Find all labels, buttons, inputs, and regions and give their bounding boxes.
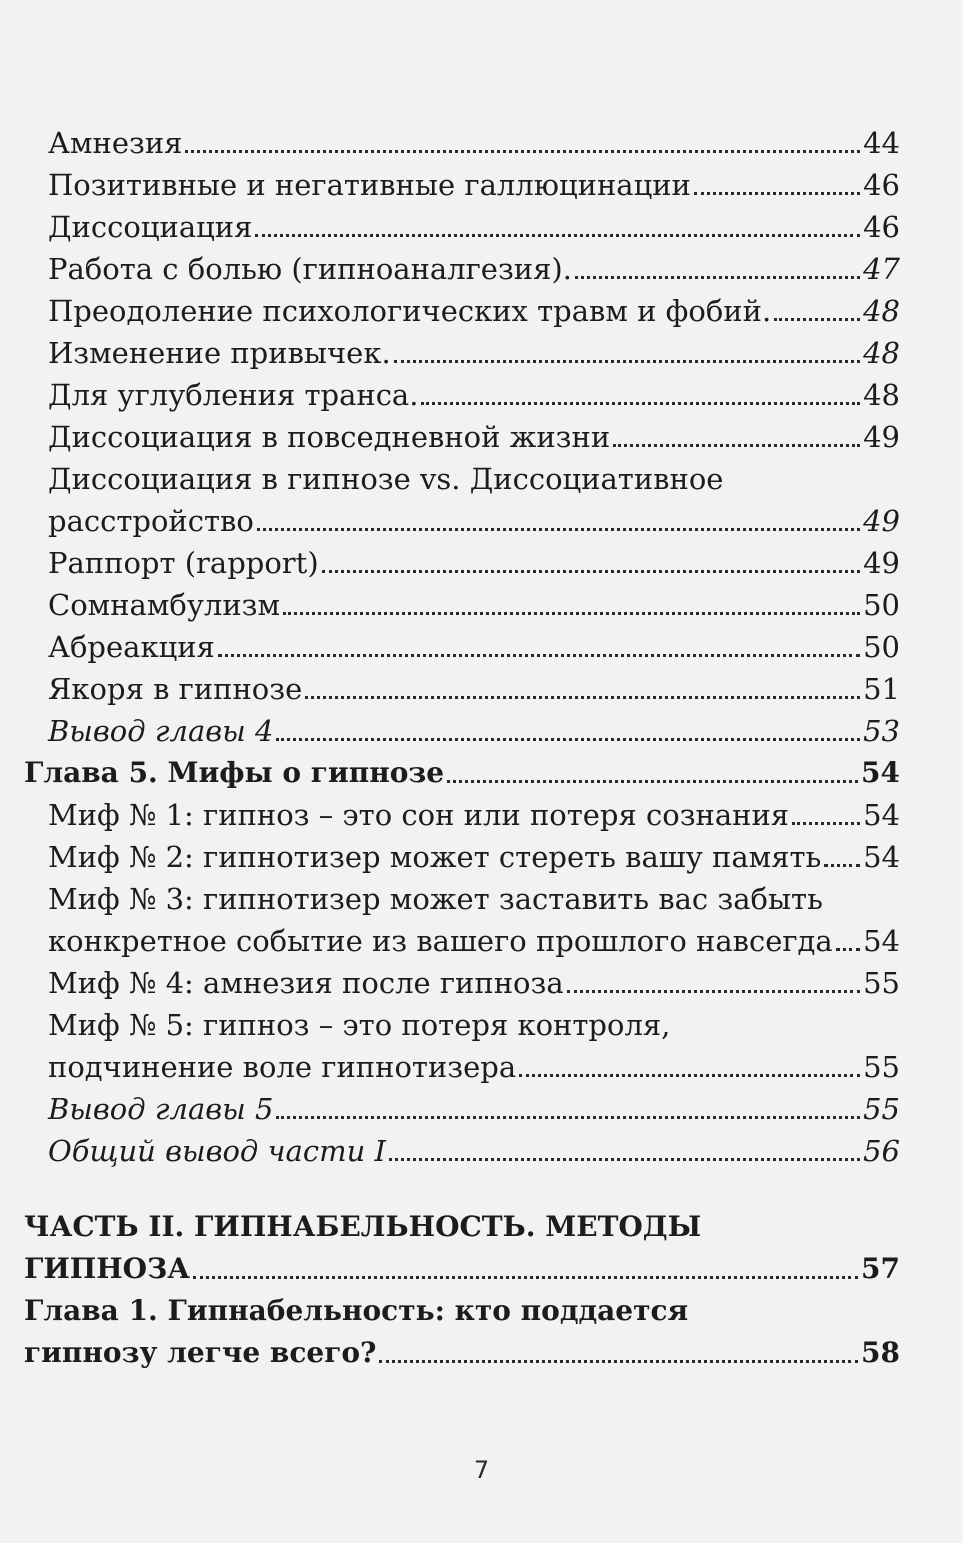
toc-entry <box>24 962 900 1004</box>
toc-entry-title: Сомнамбулизм <box>48 588 281 622</box>
toc-entry <box>24 290 900 332</box>
toc-entry <box>24 248 900 290</box>
toc-entry-page: 54 <box>861 756 900 789</box>
toc-entry-page: 55 <box>863 1092 900 1126</box>
page-number: 7 <box>473 1456 490 1484</box>
dot-leader <box>836 948 860 951</box>
section-gap <box>24 1172 900 1206</box>
toc-entry-page: 51 <box>863 672 900 706</box>
toc-entry <box>24 626 900 668</box>
toc-entry <box>24 710 900 752</box>
toc-entry <box>24 416 900 458</box>
toc-entry-title: Преодоление психологических травм и фобий. <box>48 294 772 328</box>
dot-leader <box>255 234 860 237</box>
toc-entry-page: 56 <box>863 1134 900 1168</box>
toc-entry-page: 50 <box>863 630 900 664</box>
toc-entry-title: подчинение воле гипнотизера <box>48 1050 517 1084</box>
dot-leader <box>824 864 860 867</box>
toc-entry <box>24 206 900 248</box>
dot-leader <box>519 1074 860 1077</box>
toc-entry-title: Вывод главы 4 <box>48 714 274 748</box>
toc-entry-title: Работа с болью (гипноаналгезия). <box>48 252 572 286</box>
toc-entry-page: 48 <box>863 294 900 328</box>
toc-entry-title: Общий вывод части I <box>48 1134 386 1168</box>
dot-leader <box>694 192 860 195</box>
toc-entry <box>24 500 900 542</box>
toc-entry-page: 58 <box>861 1336 900 1369</box>
toc-entry-title: Вывод главы 5 <box>48 1092 274 1126</box>
toc-entry <box>24 164 900 206</box>
toc-entry-title: расстройство <box>48 504 254 538</box>
toc-entry <box>24 1046 900 1088</box>
toc-entry-page: 57 <box>861 1252 900 1285</box>
dot-leader <box>421 402 860 405</box>
toc-entry-page: 48 <box>863 378 900 412</box>
toc-entry-page: 55 <box>863 966 900 1000</box>
dot-leader <box>379 1360 858 1363</box>
toc-entry-title: Для углубления транса. <box>48 378 419 412</box>
toc-entry <box>24 542 900 584</box>
toc-entry-line: Миф № 5: гипноз – это потеря контроля, <box>48 1008 671 1042</box>
dot-leader <box>322 570 860 573</box>
dot-leader <box>305 696 860 699</box>
toc-entry <box>24 332 900 374</box>
dot-leader <box>774 318 860 321</box>
toc-entry <box>24 584 900 626</box>
toc-entry-page: 50 <box>863 588 900 622</box>
toc-entry-page: 48 <box>863 336 900 370</box>
toc-entry <box>24 1332 900 1374</box>
toc-entry-page: 49 <box>863 546 900 580</box>
dot-leader <box>613 444 860 447</box>
toc-entry <box>24 920 900 962</box>
toc-entry-page: 49 <box>863 504 900 538</box>
toc-entry-page: 46 <box>863 168 900 202</box>
toc-entry-page: 44 <box>863 126 900 160</box>
toc-entry <box>24 374 900 416</box>
toc-entry-title: конкретное событие из вашего прошлого навсегда <box>48 924 833 958</box>
toc-entry <box>24 1248 900 1290</box>
toc-entry-title: Изменение привычек. <box>48 336 391 370</box>
toc-entry-line: Глава 1. Гипнабельность: кто поддается <box>24 1294 689 1327</box>
toc-entry-page: 55 <box>863 1050 900 1084</box>
toc-entry-page: 46 <box>863 210 900 244</box>
toc-entry-page: 54 <box>863 924 900 958</box>
toc-entry-line: ЧАСТЬ II. ГИПНАБЕЛЬНОСТЬ. МЕТОДЫ <box>24 1210 702 1243</box>
toc-entry-page: 54 <box>863 798 900 832</box>
toc-entry-title: Миф № 1: гипноз – это сон или потеря сознания <box>48 798 790 832</box>
toc-entry-page: 47 <box>863 252 900 286</box>
toc-entry <box>24 836 900 878</box>
toc-entry-title: Якоря в гипнозе <box>48 672 303 706</box>
toc-entry-page: 53 <box>863 714 900 748</box>
toc-entry <box>24 1088 900 1130</box>
dot-leader <box>193 1276 858 1279</box>
dot-leader <box>257 528 860 531</box>
dot-leader <box>792 822 860 825</box>
table-of-contents <box>24 122 900 1374</box>
toc-entry <box>24 1130 900 1172</box>
toc-entry-title: ГИПНОЗА <box>24 1252 191 1285</box>
toc-entry <box>24 752 900 794</box>
toc-entry-title: Амнезия <box>48 126 183 160</box>
dot-leader <box>567 990 860 993</box>
dot-leader <box>185 150 860 153</box>
toc-entry-title: гипнозу легче всего? <box>24 1336 377 1369</box>
toc-entry-title: Диссоциация в повседневной жизни <box>48 420 611 454</box>
toc-entry <box>24 668 900 710</box>
toc-entry-title: Миф № 2: гипнотизер может стереть вашу память <box>48 840 822 874</box>
dot-leader <box>276 738 860 741</box>
dot-leader <box>394 360 860 363</box>
toc-entry-title: Миф № 4: амнезия после гипноза <box>48 966 564 1000</box>
dot-leader <box>447 780 858 783</box>
toc-entry-line: Миф № 3: гипнотизер может заставить вас забыть <box>48 882 823 916</box>
toc-entry-title: Абреакция <box>48 630 215 664</box>
dot-leader <box>218 654 860 657</box>
dot-leader <box>389 1158 860 1161</box>
toc-entry <box>24 122 900 164</box>
toc-entry <box>24 794 900 836</box>
dot-leader <box>283 612 860 615</box>
toc-entry-title: Раппорт (rapport) <box>48 546 319 580</box>
toc-entry-page: 54 <box>863 840 900 874</box>
toc-entry-page: 49 <box>863 420 900 454</box>
dot-leader <box>575 276 860 279</box>
dot-leader <box>276 1116 860 1119</box>
toc-entry-title: Позитивные и негативные галлюцинации <box>48 168 691 202</box>
toc-entry-line: Диссоциация в гипнозе vs. Диссоциативное <box>48 462 724 496</box>
toc-entry-title: Диссоциация <box>48 210 253 244</box>
toc-entry-title: Глава 5. Мифы о гипнозе <box>24 756 445 789</box>
